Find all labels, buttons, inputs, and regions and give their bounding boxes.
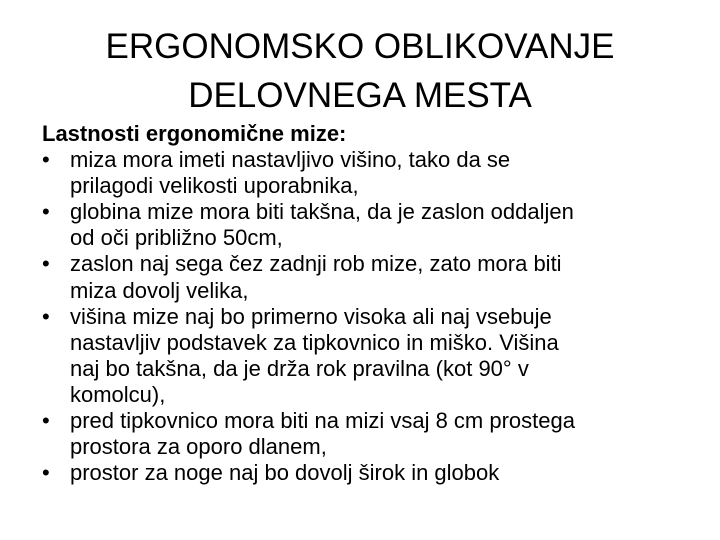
bullet-line: naj bo takšna, da je drža rok pravilna (kot 90° v (70, 355, 529, 381)
bullet-item (42, 408, 712, 460)
bullet-icon: • (42, 408, 50, 434)
bullet-line: prilagodi velikosti uporabnika, (70, 173, 359, 199)
bullet-line: prostora za oporo dlanem, (70, 434, 327, 460)
slide-title (0, 22, 720, 120)
bullet-line: prostor za noge naj bo dovolj širok in globok (70, 460, 500, 486)
bullet-icon: • (42, 147, 50, 173)
bullet-item (42, 304, 712, 408)
bullet-line: komolcu), (70, 381, 166, 407)
bullet-text (70, 304, 712, 408)
bullet-text (70, 199, 712, 251)
bullet-text (70, 408, 712, 460)
bullet-icon: • (42, 199, 50, 225)
bullet-icon: • (42, 460, 50, 486)
bullet-item (42, 460, 712, 486)
title-line: DELOVNEGA MESTA (188, 76, 532, 115)
title-line: ERGONOMSKO OBLIKOVANJE (105, 27, 615, 66)
bullet-text (70, 460, 712, 486)
bullet-line: miza dovolj velika, (70, 277, 249, 303)
bullet-line: zaslon naj sega čez zadnji rob mize, zato mora biti (70, 251, 562, 277)
slide-body (42, 121, 712, 486)
bullet-line: pred tipkovnico mora biti na mizi vsaj 8 cm prostega (70, 408, 575, 434)
bullet-item (42, 251, 712, 303)
bullet-line: globina mize mora biti takšna, da je zaslon oddaljen (70, 199, 574, 225)
bullet-text (70, 147, 712, 199)
bullet-line: višina mize naj bo primerno visoka ali naj vsebuje (70, 303, 552, 329)
bullet-icon: • (42, 303, 50, 329)
bullet-item (42, 147, 712, 199)
bullet-list (42, 147, 712, 486)
bullet-icon: • (42, 251, 50, 277)
bullet-line: nastavljiv podstavek za tipkovnico in miško. Višina (70, 329, 559, 355)
bullet-text (70, 251, 712, 303)
bullet-item (42, 199, 712, 251)
bullet-line: miza mora imeti nastavljivo višino, tako da se (70, 147, 511, 173)
section-heading: Lastnosti ergonomične mize: (42, 121, 347, 146)
bullet-line: od oči približno 50cm, (70, 225, 283, 251)
